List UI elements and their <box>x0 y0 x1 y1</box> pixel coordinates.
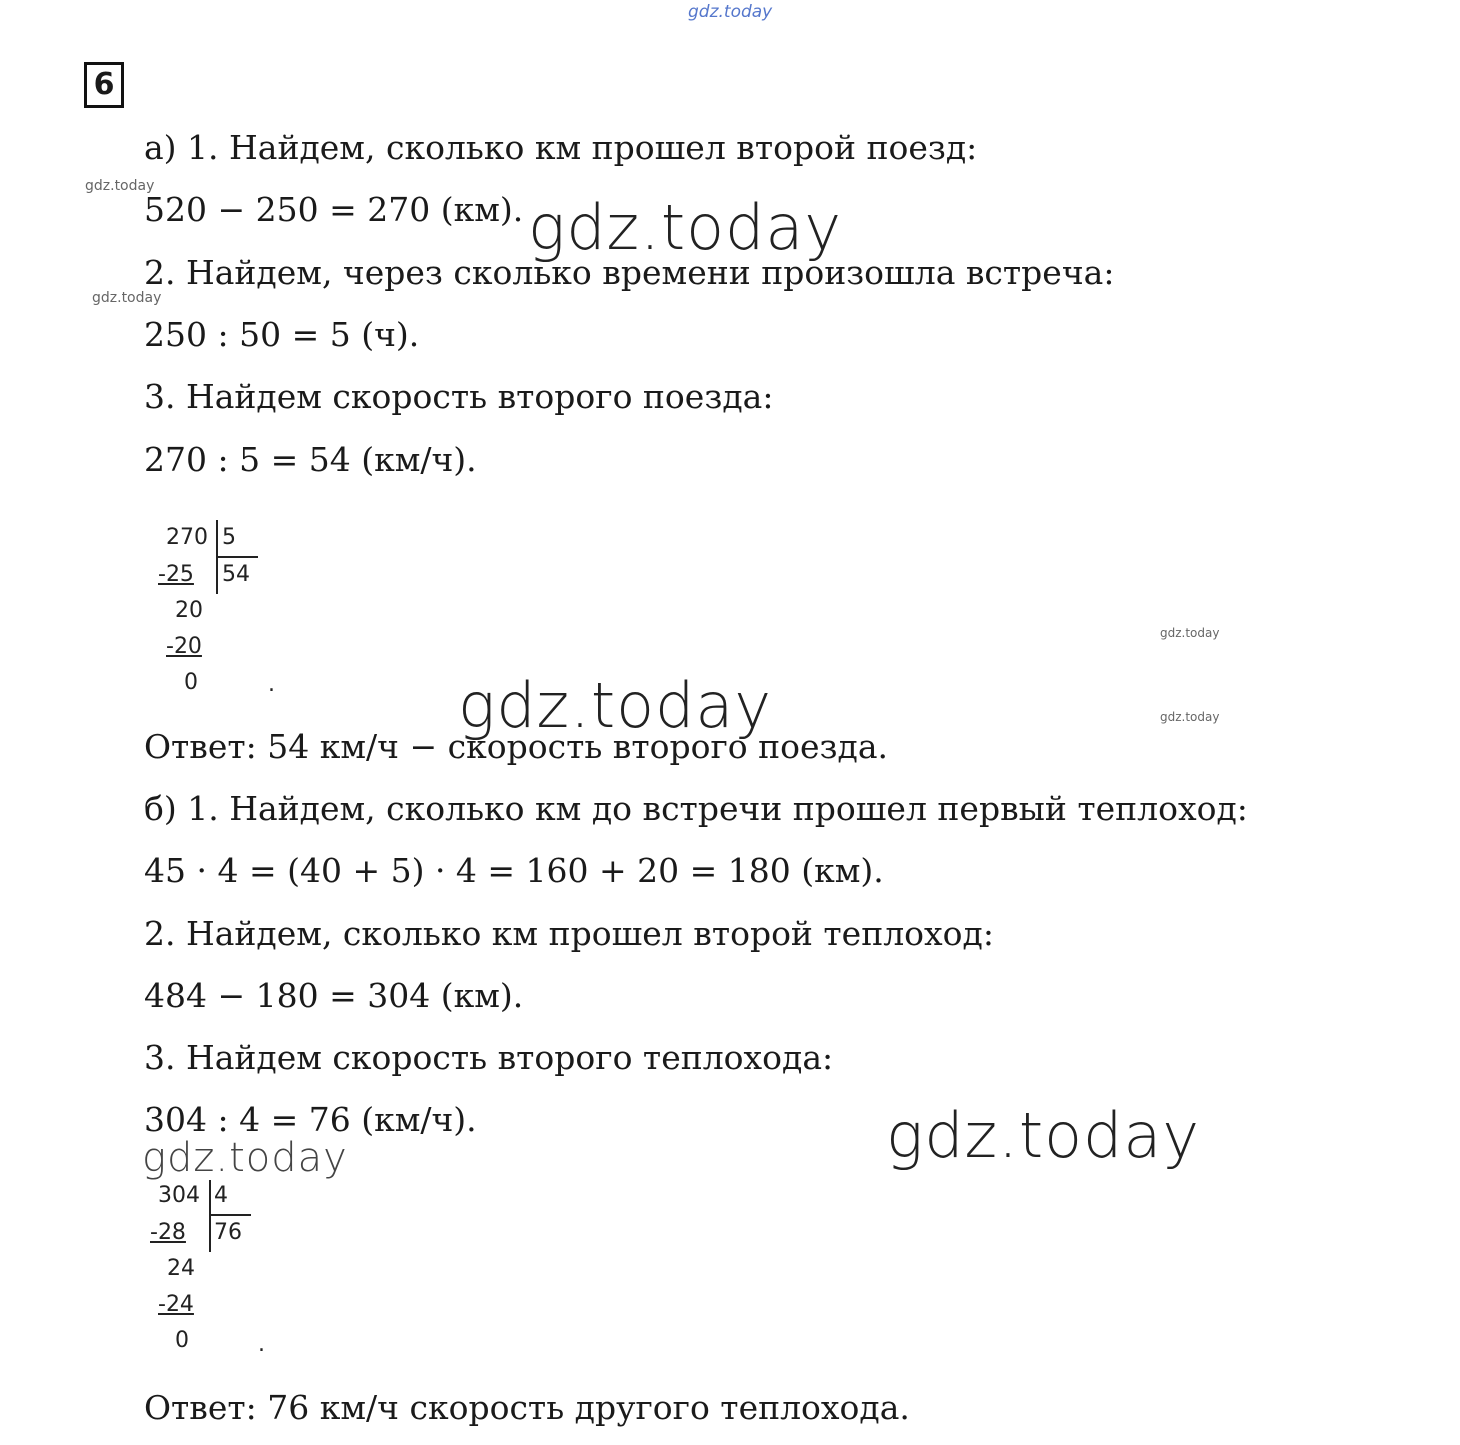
watermark-small-2: gdz.today <box>92 290 162 306</box>
part-a-line-1: а) 1. Найдем, сколько км прошел второй поезд: <box>144 128 978 167</box>
watermark-big-1: gdz.today <box>528 191 843 264</box>
division-b-step-1: -28 <box>150 1220 186 1245</box>
part-b-line-1: б) 1. Найдем, сколько км до встречи прошел первый теплоход: <box>144 789 1248 828</box>
part-b-line-6: 304 : 4 = 76 (км/ч). <box>144 1100 477 1139</box>
part-a-line-5: 3. Найдем скорость второго поезда: <box>144 377 774 416</box>
part-a-line-2: 520 − 250 = 270 (км). <box>144 190 524 229</box>
division-a-dividend: 270 <box>166 525 208 550</box>
part-b-line-3: 2. Найдем, сколько км прошел второй теплоход: <box>144 914 994 953</box>
division-b-remainder-2: 0 <box>175 1328 189 1353</box>
watermark-small-4: gdz.today <box>1160 710 1220 724</box>
part-b-answer: Ответ: 76 км/ч скорость другого теплохода. <box>144 1388 910 1427</box>
watermark-big-2: gdz.today <box>458 669 773 742</box>
watermark-small-3: gdz.today <box>1160 626 1220 640</box>
task-number-badge: 6 <box>84 62 124 108</box>
part-a-line-4: 250 : 50 = 5 (ч). <box>144 315 420 354</box>
division-a-step-2: -20 <box>166 634 202 659</box>
division-b-remainder-1: 24 <box>167 1256 195 1281</box>
division-a-step-1: -25 <box>158 562 194 587</box>
division-a-remainder-2: 0 <box>184 670 198 695</box>
part-a-answer: Ответ: 54 км/ч − скорость второго поезда. <box>144 727 888 766</box>
division-a-remainder-1: 20 <box>175 598 203 623</box>
division-b-vertical-line <box>209 1180 211 1252</box>
division-a-divisor: 5 <box>222 525 236 550</box>
header-watermark: gdz.today <box>688 2 773 22</box>
watermark-big-4: gdz.today <box>142 1135 348 1181</box>
division-b-dot: . <box>258 1332 265 1357</box>
part-a-line-3: 2. Найдем, через сколько времени произошла встреча: <box>144 253 1115 292</box>
part-a-line-6: 270 : 5 = 54 (км/ч). <box>144 440 477 479</box>
division-b-quotient: 76 <box>214 1220 242 1245</box>
division-a-horizontal-line <box>216 556 258 558</box>
division-b-horizontal-line <box>209 1214 251 1216</box>
division-b-step-2: -24 <box>158 1292 194 1317</box>
part-b-line-2: 45 · 4 = (40 + 5) · 4 = 160 + 20 = 180 (км). <box>144 851 884 890</box>
watermark-big-3: gdz.today <box>886 1099 1201 1172</box>
division-a-dot: . <box>268 672 275 697</box>
watermark-small-1: gdz.today <box>85 178 155 194</box>
division-a-quotient: 54 <box>222 562 250 587</box>
part-b-line-5: 3. Найдем скорость второго теплохода: <box>144 1038 834 1077</box>
part-b-line-4: 484 − 180 = 304 (км). <box>144 976 524 1015</box>
division-b-dividend: 304 <box>158 1183 200 1208</box>
division-b-divisor: 4 <box>214 1183 228 1208</box>
